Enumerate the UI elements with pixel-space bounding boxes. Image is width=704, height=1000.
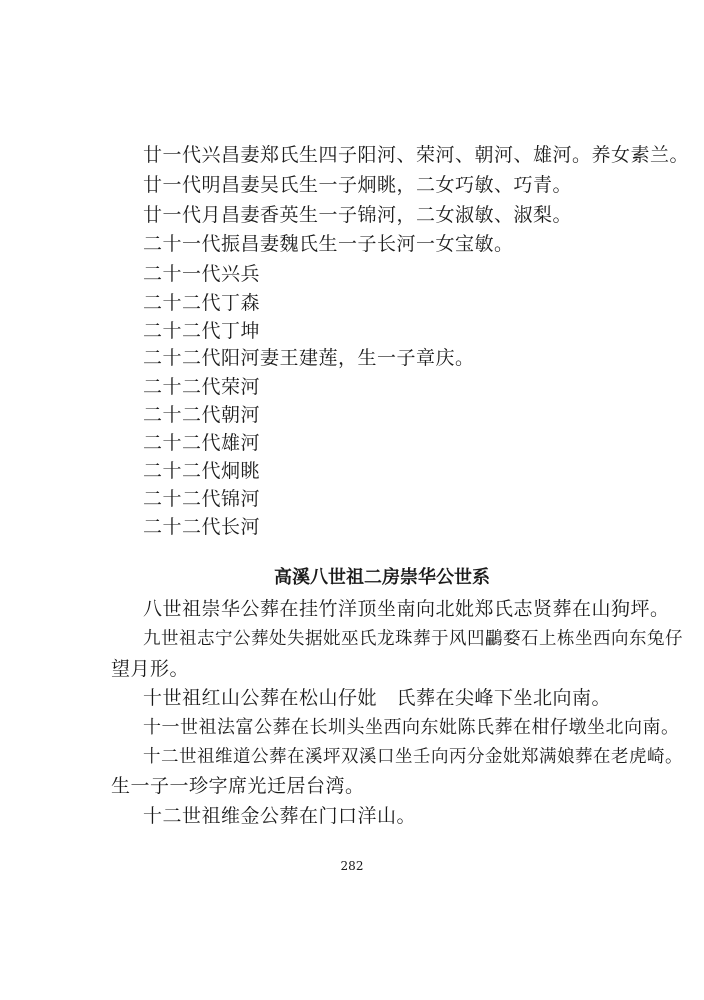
genealogy-line: 二十二代炯眺 — [143, 460, 261, 482]
section-line: 望月形。 — [111, 658, 190, 680]
genealogy-line: 二十一代兴兵 — [143, 263, 261, 285]
page-number: 282 — [340, 859, 364, 873]
section-line: 十一世祖法富公葬在长圳头坐西向东妣陈氏葬在柑仔墩坐北向南。 — [143, 717, 680, 738]
section-line: 生一子一珍字席光迁居台湾。 — [111, 775, 365, 797]
genealogy-line: 二十二代丁坤 — [143, 320, 261, 342]
genealogy-line: 廿一代月昌妻香英生一子锦河，二女淑敏、淑梨。 — [143, 204, 573, 226]
genealogy-line: 二十二代锦河 — [143, 488, 261, 510]
section-line: 十世祖红山公葬在松山仔妣 氏葬在尖峰下坐北向南。 — [143, 687, 612, 709]
section-line: 十二世祖维道公葬在溪坪双溪口坐壬向丙分金妣郑满娘葬在老虎崎。 — [143, 747, 683, 767]
genealogy-line: 二十二代阳河妻王建莲，生一子章庆。 — [143, 347, 475, 369]
genealogy-line: 二十二代朝河 — [143, 404, 261, 426]
genealogy-line: 二十二代雄河 — [143, 432, 261, 454]
section-line: 八世祖崇华公葬在挂竹洋顶坐南向北妣郑氏志贤葬在山狗坪。 — [143, 598, 670, 620]
genealogy-line: 二十二代荣河 — [143, 376, 261, 398]
section-heading: 高溪八世祖二房崇华公世系 — [274, 567, 490, 588]
section-line: 十二世祖维金公葬在门口洋山。 — [143, 805, 417, 827]
genealogy-line: 二十二代丁森 — [143, 292, 261, 314]
genealogy-line: 廿一代兴昌妻郑氏生四子阳河、荣河、朝河、雄河。养女素兰。 — [143, 144, 690, 166]
genealogy-line: 二十一代振昌妻魏氏生一子长河一女宝敏。 — [143, 233, 514, 255]
section-line: 九世祖志宁公葬处失据妣巫氏龙珠葬于风凹鸓婺石上栋坐西向东兔仔 — [143, 629, 683, 649]
genealogy-line: 二十二代长河 — [143, 516, 261, 538]
genealogy-line: 廿一代明昌妻吴氏生一子炯眺，二女巧敏、巧青。 — [143, 174, 573, 196]
